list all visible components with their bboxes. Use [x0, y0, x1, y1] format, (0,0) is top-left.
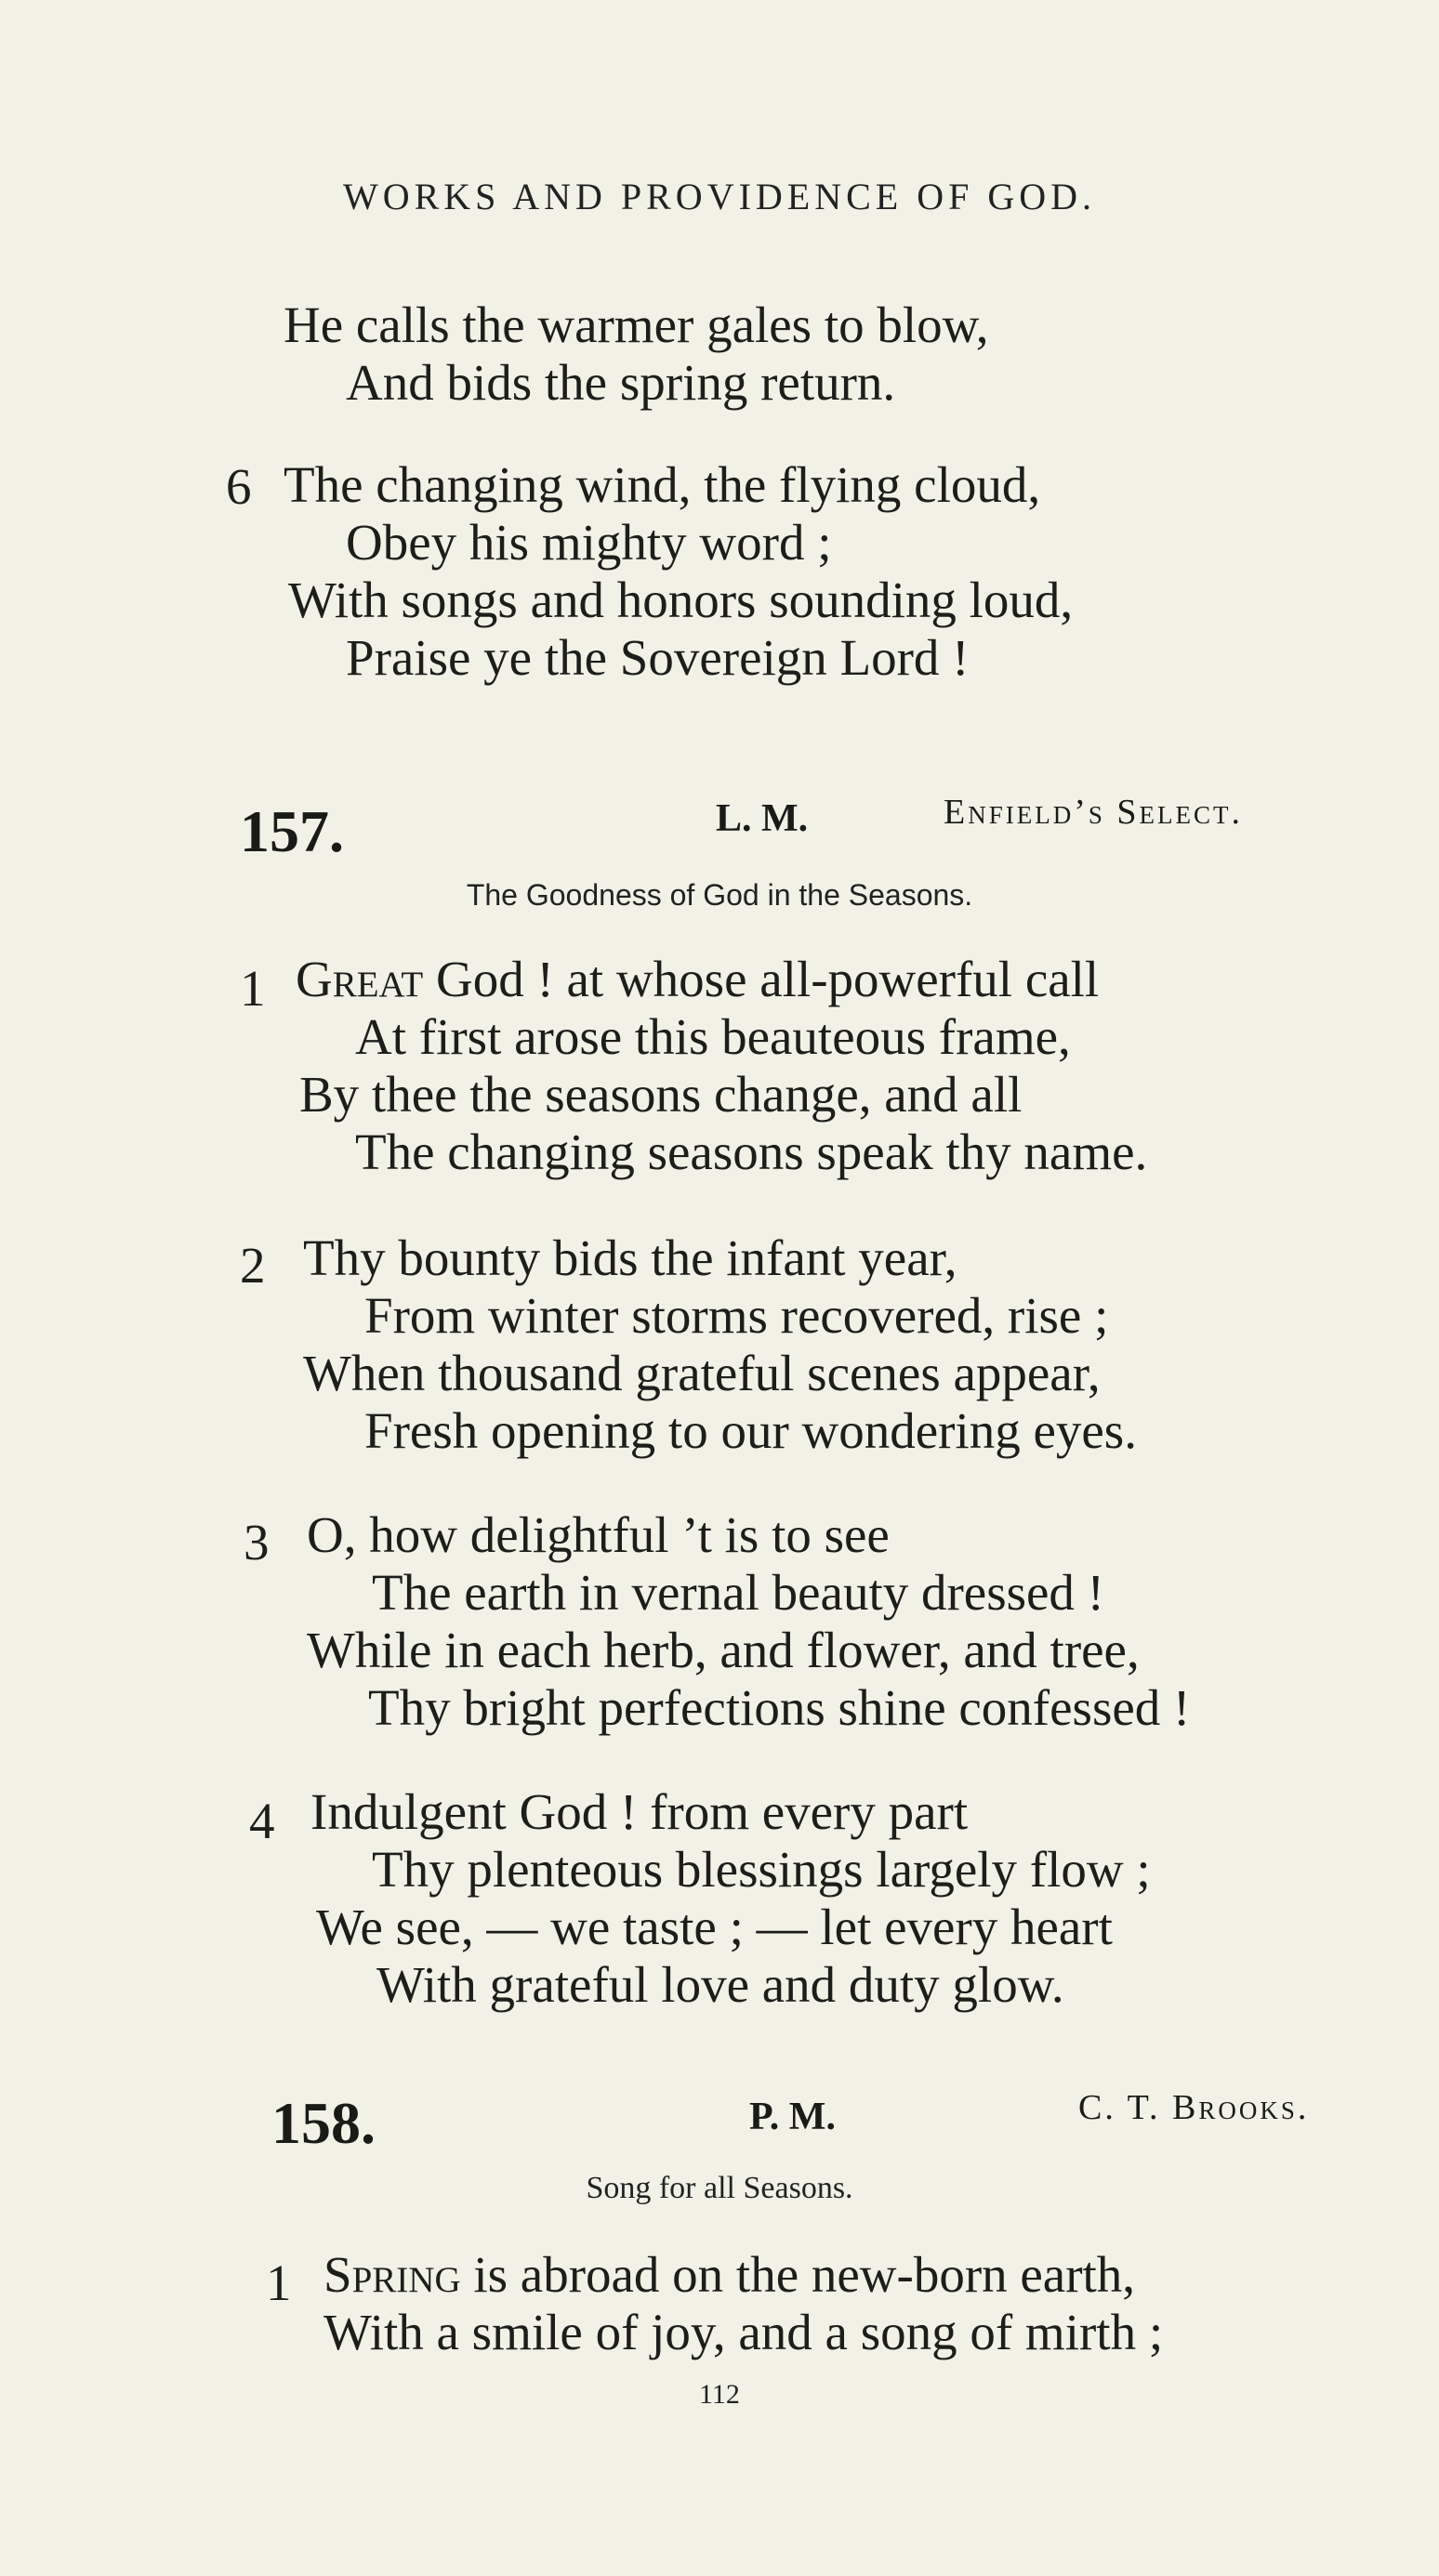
verse-line: The changing wind, the flying cloud,	[284, 456, 1041, 513]
verse-number: 2	[240, 1237, 266, 1294]
verse-number: 4	[249, 1793, 275, 1849]
verse-line: O, how delightful ’t is to see	[307, 1506, 890, 1563]
first-line-rest: is abroad on the new-born earth,	[460, 2246, 1136, 2303]
verse-line: Thy bounty bids the infant year,	[303, 1229, 957, 1286]
verse-line: The earth in vernal beauty dressed !	[372, 1564, 1104, 1621]
verse-first-line	[296, 950, 1099, 1008]
verse-number: 6	[226, 458, 252, 515]
first-line-rest: God ! at whose all-powerful call	[423, 951, 1100, 1007]
verse-line: Praise ye the Sovereign Lord !	[346, 629, 970, 686]
hymn-title: Song for all Seasons.	[586, 2171, 853, 2205]
hymn-source: Enfield’s Select.	[944, 793, 1243, 832]
hymn-number: 158.	[271, 2090, 376, 2156]
hymn-title: The Goodness of God in the Seasons.	[466, 878, 973, 912]
verse-line: The changing seasons speak thy name.	[355, 1124, 1148, 1180]
running-head: WORKS AND PROVIDENCE OF GOD.	[342, 176, 1097, 217]
hymn-meter: P. M.	[749, 2096, 836, 2138]
hymn-number: 157.	[240, 798, 344, 864]
verse-line: With a smile of joy, and a song of mirth ;	[323, 2304, 1164, 2360]
first-word: Spring	[323, 2246, 461, 2303]
hymn-meter: L. M.	[716, 797, 809, 840]
hymn-source-text: C. T. Brooks.	[1078, 2088, 1310, 2127]
verse-line: And bids the spring return.	[346, 354, 896, 411]
verse-line: Thy plenteous blessings largely flow ;	[372, 1841, 1151, 1898]
verse-line: He calls the warmer gales to blow,	[284, 296, 989, 353]
hymn-source	[1078, 2087, 1309, 2128]
verse-line: From winter storms recovered, rise ;	[364, 1287, 1109, 1344]
verse-number: 1	[240, 960, 266, 1017]
verse-line: Thy bright perfections shine confessed !	[368, 1679, 1191, 1736]
verse-line: With songs and honors sounding loud,	[288, 572, 1074, 628]
verse-number: 3	[244, 1514, 270, 1571]
first-word: Great	[296, 951, 424, 1007]
verse-line: Obey his mighty word ;	[346, 514, 832, 571]
verse-line: When thousand grateful scenes appear,	[303, 1345, 1101, 1401]
verse-line: By thee the seasons change, and all	[299, 1066, 1023, 1123]
verse-line: Fresh opening to our wondering eyes.	[364, 1402, 1137, 1459]
verse-line: At first arose this beauteous frame,	[355, 1008, 1071, 1065]
verse-first-line	[323, 2245, 1135, 2304]
verse-line: We see, — we taste ; — let every heart	[316, 1899, 1113, 1955]
verse-line: While in each herb, and flower, and tree,	[307, 1622, 1140, 1678]
verse-line: Indulgent God ! from every part	[310, 1783, 969, 1840]
page-number: 112	[699, 2379, 740, 2410]
verse-line: With grateful love and duty glow.	[376, 1956, 1064, 2013]
verse-number: 1	[266, 2254, 292, 2311]
